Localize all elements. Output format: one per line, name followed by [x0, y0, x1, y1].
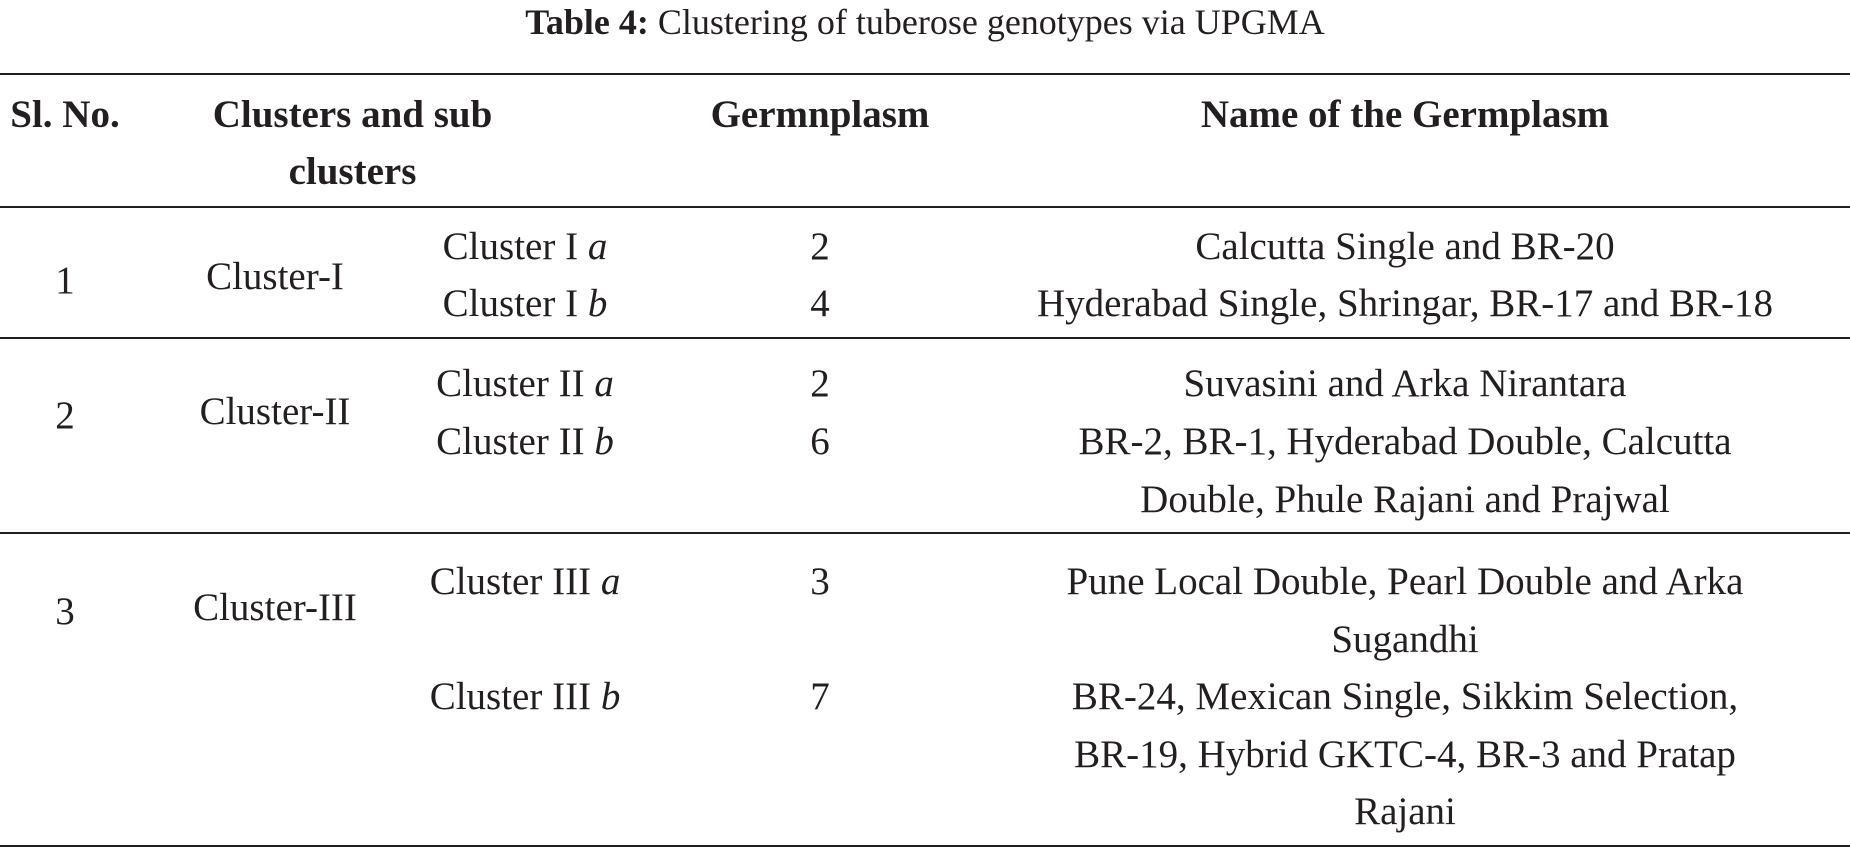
caption-label: Table 4:: [525, 2, 649, 42]
header-rule: [0, 206, 1850, 208]
subcluster-label: Cluster I b: [442, 282, 608, 325]
germplasm-names: Suvasini and Arka Nirantara: [1183, 362, 1627, 405]
germplasm-count: 3: [810, 560, 830, 603]
germplasm-names: Hyderabad Single, Shringar, BR-17 and BR-18: [1036, 282, 1774, 325]
cluster-name: Cluster-III: [193, 586, 357, 629]
subcluster-label: Cluster III a: [429, 560, 621, 603]
germplasm-count: 6: [810, 420, 830, 463]
germplasm-names-continued: BR-19, Hybrid GKTC-4, BR-3 and Pratap: [1074, 733, 1736, 776]
germplasm-names-continued: Double, Phule Rajani and Prajwal: [1140, 478, 1670, 521]
germplasm-names: BR-2, BR-1, Hyderabad Double, Calcutta: [1078, 420, 1732, 463]
germplasm-names-continued: Sugandhi: [1331, 618, 1479, 661]
bottom-rule: [0, 845, 1850, 847]
cluster-name: Cluster-II: [199, 390, 351, 433]
header-clusters-line1: Clusters and sub: [212, 93, 493, 136]
subcluster-label: Cluster II b: [436, 420, 614, 463]
germplasm-count: 7: [810, 675, 830, 718]
germplasm-names: Pune Local Double, Pearl Double and Arka: [1066, 560, 1744, 603]
row-sl-no: 3: [55, 590, 75, 633]
header-clusters-line2: clusters: [288, 150, 417, 193]
germplasm-names: Calcutta Single and BR-20: [1195, 225, 1615, 268]
subcluster-label: Cluster III b: [429, 675, 621, 718]
group-rule: [0, 532, 1850, 534]
germplasm-count: 2: [810, 362, 830, 405]
row-sl-no: 2: [55, 394, 75, 437]
row-sl-no: 1: [55, 259, 75, 302]
header-germplasm-name: Name of the Germplasm: [1200, 93, 1610, 136]
cluster-name: Cluster-I: [206, 255, 344, 298]
germplasm-names: BR-24, Mexican Single, Sikkim Selection,: [1071, 675, 1739, 718]
top-rule: [0, 73, 1850, 75]
subcluster-label: Cluster I a: [442, 225, 608, 268]
table-caption: [0, 0, 1850, 42]
germplasm-count: 2: [810, 225, 830, 268]
header-sl-no: Sl. No.: [10, 93, 120, 136]
caption-text: Clustering of tuberose genotypes via UPGMA: [657, 2, 1325, 42]
germplasm-count: 4: [810, 282, 830, 325]
germplasm-names-continued: Rajani: [1354, 790, 1456, 833]
group-rule: [0, 337, 1850, 339]
header-germplasm-count: Germnplasm: [710, 93, 930, 136]
subcluster-label: Cluster II a: [436, 362, 614, 405]
